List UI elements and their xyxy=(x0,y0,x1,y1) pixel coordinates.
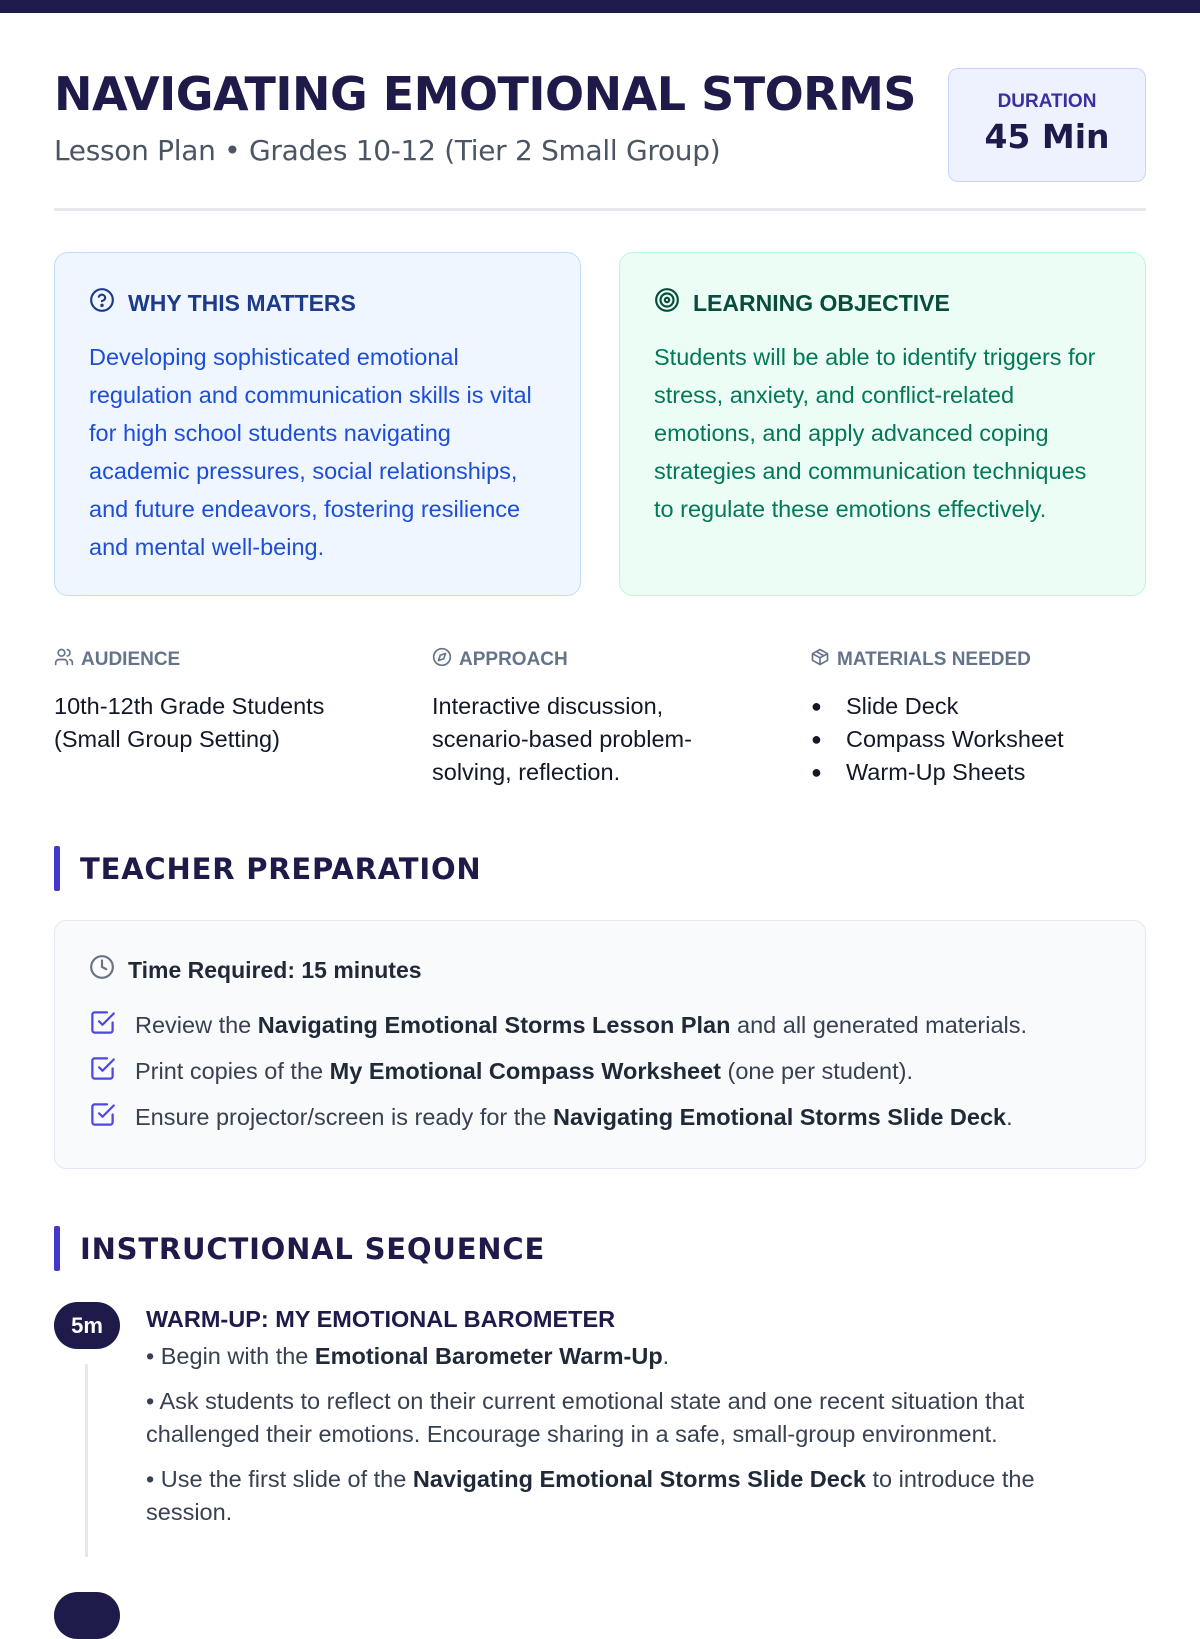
materials-item-label: Slide Deck xyxy=(846,693,959,719)
approach-line: scenario-based problem- xyxy=(432,726,692,752)
time-required-text: Time Required: 15 minutes xyxy=(128,956,422,983)
why-card xyxy=(54,252,581,596)
step-text-bold: Emotional Barometer Warm-Up xyxy=(314,1343,663,1369)
step-line: session. xyxy=(146,1499,233,1525)
materials-list xyxy=(810,690,1146,789)
step-text-pre: • Use the first slide of the xyxy=(146,1466,413,1492)
step-text-pre: • Begin with the xyxy=(146,1343,315,1369)
timeline-marker xyxy=(54,1302,146,1529)
approach-header xyxy=(432,647,810,673)
time-required xyxy=(89,954,1111,986)
check-square-icon[interactable] xyxy=(89,1009,116,1042)
page-title: NAVIGATING EMOTIONAL STORMS xyxy=(54,67,917,121)
step-content xyxy=(146,1302,1146,1529)
timeline-step xyxy=(54,1302,1146,1529)
checklist-item[interactable] xyxy=(89,1048,1111,1094)
step-line: • Ask students to reflect on their current emotional state and one recent situation that xyxy=(146,1388,1025,1414)
checklist-text-bold: Navigating Emotional Storms Slide Deck xyxy=(552,1103,1007,1130)
lesson-plan-page xyxy=(0,13,1200,1529)
materials-item-label: Compass Worksheet xyxy=(846,726,1064,752)
checklist-item[interactable] xyxy=(89,1094,1111,1140)
teacher-preparation-header xyxy=(54,846,1146,891)
timeline-connector xyxy=(85,1364,88,1557)
question-circle-icon xyxy=(89,287,115,319)
page-header xyxy=(54,13,1146,182)
prep-checklist xyxy=(89,1002,1111,1140)
section-title: INSTRUCTIONAL SEQUENCE xyxy=(80,1231,546,1266)
section-title: TEACHER PREPARATION xyxy=(80,851,482,886)
step-paragraph xyxy=(146,1385,1146,1451)
checklist-text-post: . xyxy=(1006,1103,1013,1130)
approach-line: solving, reflection. xyxy=(432,759,621,785)
users-icon xyxy=(54,647,74,673)
step-title: WARM-UP: MY EMOTIONAL BAROMETER xyxy=(146,1306,616,1332)
audience-header xyxy=(54,647,432,673)
section-accent-bar xyxy=(54,846,60,891)
section-accent-bar xyxy=(54,1226,60,1271)
target-icon xyxy=(654,287,680,319)
materials-item xyxy=(810,756,1146,789)
materials-heading: MATERIALS NEEDED xyxy=(837,649,1031,670)
checklist-text-bold: My Emotional Compass Worksheet xyxy=(329,1057,721,1084)
checklist-text-pre: Ensure projector/screen is ready for the xyxy=(135,1103,553,1130)
why-body: Developing sophisticated emotional regulation and communication skills is vital for high school students navigating academic pressures, social relationships, and future endeavors, fostering resilience and mental well-being. xyxy=(89,344,532,560)
approach-line: Interactive discussion, xyxy=(432,693,664,719)
step-text-bold: Navigating Emotional Storms Slide Deck xyxy=(412,1466,866,1492)
duration-label: DURATION xyxy=(997,91,1097,112)
top-accent-bar xyxy=(0,0,1200,13)
step-text-post: to introduce the xyxy=(865,1466,1035,1492)
objective-card-header xyxy=(654,287,1111,319)
title-block xyxy=(54,69,916,167)
clock-icon xyxy=(89,954,115,986)
audience-text xyxy=(54,690,432,756)
materials-column xyxy=(810,647,1146,789)
objective-card xyxy=(619,252,1146,596)
next-step-badge xyxy=(54,1592,120,1639)
why-heading: WHY THIS MATTERS xyxy=(128,289,356,316)
bullet: ● xyxy=(811,696,822,716)
checklist-text-bold: Navigating Emotional Storms Lesson Plan xyxy=(257,1011,731,1038)
page-subtitle: Lesson Plan • Grades 10-12 (Tier 2 Small Group) xyxy=(54,133,721,167)
checklist-text-pre: Print copies of the xyxy=(135,1057,330,1084)
duration-badge xyxy=(948,68,1146,182)
step-line: challenged their emotions. Encourage sharing in a safe, small-group environment. xyxy=(146,1421,998,1447)
checklist-text-post: (one per student). xyxy=(720,1057,913,1084)
materials-item xyxy=(810,690,1146,723)
audience-line: (Small Group Setting) xyxy=(54,726,280,752)
audience-line: 10th-12th Grade Students xyxy=(54,693,325,719)
step-paragraph xyxy=(146,1340,1146,1373)
checklist-text xyxy=(135,1104,1013,1131)
bullet: ● xyxy=(811,762,822,782)
approach-column xyxy=(432,647,810,789)
step-duration-badge: 5m xyxy=(54,1302,120,1349)
step-text-post: . xyxy=(662,1343,670,1369)
checklist-text-pre: Review the xyxy=(135,1011,258,1038)
instructional-sequence-header xyxy=(54,1226,1146,1271)
audience-heading: AUDIENCE xyxy=(81,649,181,670)
bullet: ● xyxy=(811,729,822,749)
checklist-item[interactable] xyxy=(89,1002,1111,1048)
header-divider xyxy=(54,208,1146,211)
preparation-box xyxy=(54,920,1146,1169)
materials-item xyxy=(810,723,1146,756)
check-square-icon[interactable] xyxy=(89,1055,116,1088)
meta-row xyxy=(54,647,1146,789)
approach-heading: APPROACH xyxy=(459,649,568,670)
objective-heading: LEARNING OBJECTIVE xyxy=(693,289,950,316)
materials-header xyxy=(810,647,1146,673)
audience-column xyxy=(54,647,432,789)
step-paragraph xyxy=(146,1463,1146,1529)
step-line xyxy=(146,1463,1146,1496)
summary-cards xyxy=(54,252,1146,596)
why-card-header xyxy=(89,287,546,319)
box-icon xyxy=(810,647,830,673)
compass-icon xyxy=(432,647,452,673)
duration-value: 45 Min xyxy=(984,117,1110,156)
checklist-text xyxy=(135,1058,913,1085)
checklist-text xyxy=(135,1012,1027,1039)
checklist-text-post: and all generated materials. xyxy=(730,1011,1028,1038)
objective-body: Students will be able to identify triggers for stress, anxiety, and conflict-related emotions, and apply advanced coping strategies and communication techniques to regulate these emotions effectively. xyxy=(654,344,1096,522)
instructional-timeline xyxy=(54,1302,1146,1529)
approach-text xyxy=(432,690,810,789)
check-square-icon[interactable] xyxy=(89,1101,116,1134)
materials-item-label: Warm-Up Sheets xyxy=(846,759,1026,785)
